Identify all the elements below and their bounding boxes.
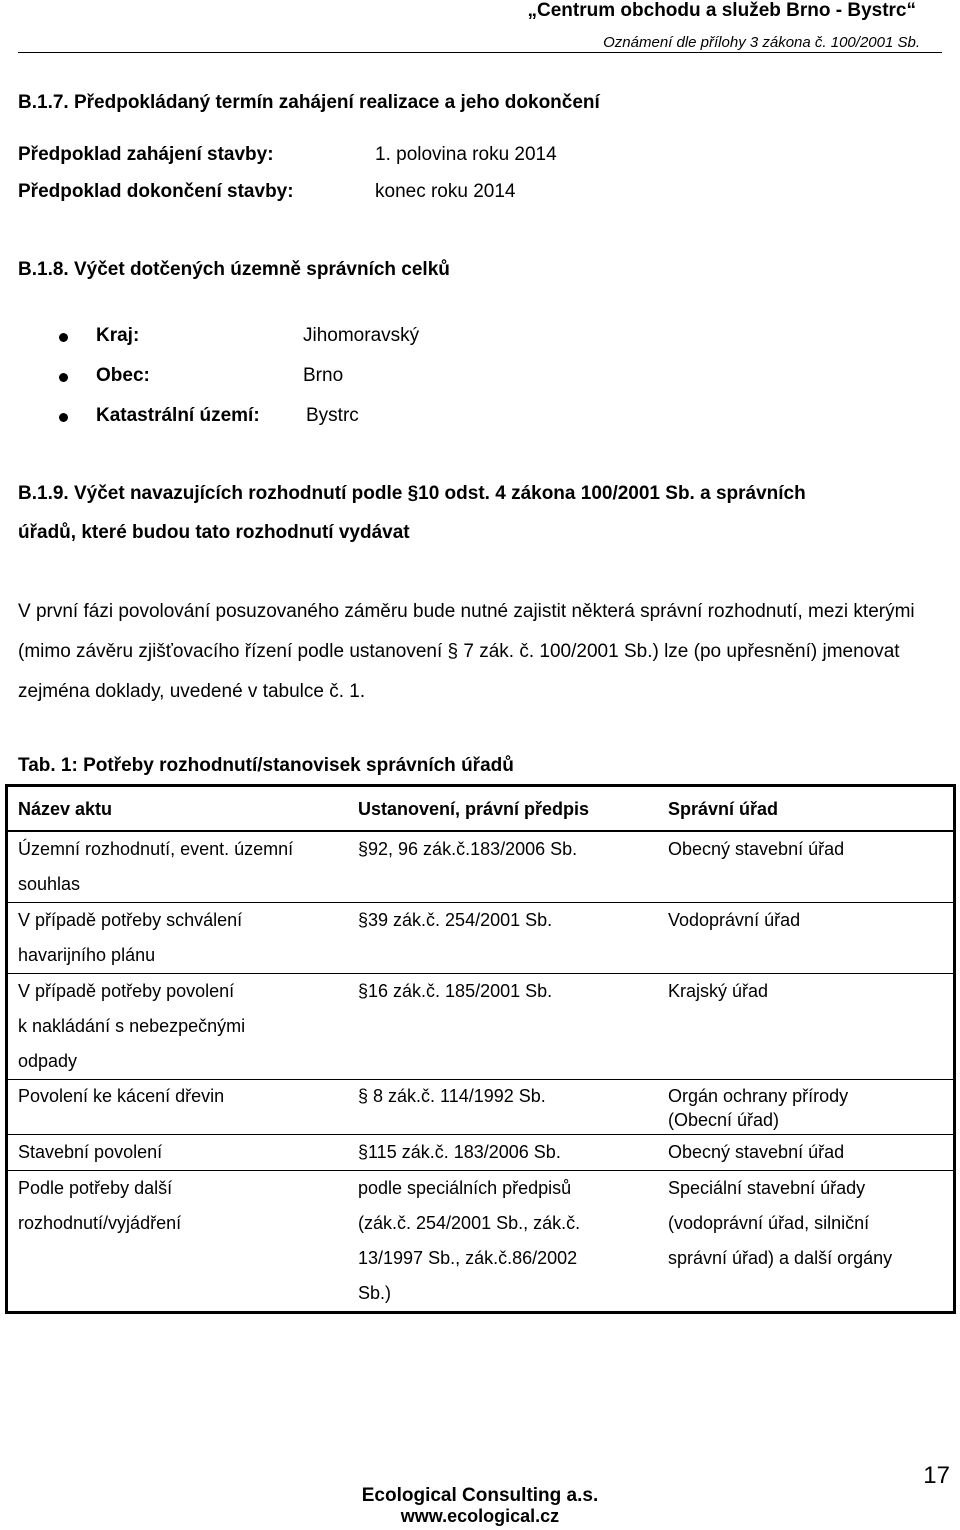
office-cell — [658, 1135, 955, 1171]
section-b17-heading: B.1.7. Předpokládaný termín zahájení realizace a jeho dokončení — [18, 92, 600, 113]
act-cell — [7, 1080, 349, 1135]
act-line: V případě potřeby povolení — [18, 981, 235, 1001]
law-cell — [348, 974, 658, 1080]
table-row — [7, 1171, 955, 1313]
header-act-name: Název aktu — [7, 786, 349, 832]
law-line: §16 zák.č. 185/2001 Sb. — [358, 981, 553, 1001]
table-row — [7, 831, 955, 903]
table-row — [7, 1135, 955, 1171]
office-cell — [658, 1171, 955, 1313]
office-line: (Obecní úřad) — [668, 1110, 780, 1130]
office-line: Obecný stavební úřad — [668, 839, 845, 859]
office-cell — [658, 974, 955, 1080]
office-line: Speciální stavební úřady — [668, 1178, 866, 1198]
act-line: Stavební povolení — [18, 1142, 163, 1162]
law-line: §39 zák.č. 254/2001 Sb. — [358, 910, 553, 930]
section-b18-heading: B.1.8. Výčet dotčených územně správních celků — [18, 259, 450, 280]
end-value: konec roku 2014 — [375, 181, 516, 202]
start-label: Předpoklad zahájení stavby: — [18, 144, 274, 165]
act-line: k nakládání s nebezpečnými — [18, 1016, 246, 1036]
bullet-icon — [59, 333, 68, 342]
intro-paragraph: V první fázi povolování posuzovaného záměru bude nutné zajistit některá správní rozhodnutí, mezi kterými (mimo závěru zjišťovacího řízení podle ustanovení § 7 zák. č. 100/2001 Sb.) lze (po upřesnění) jmenovat zejména doklady, uvedené v tabulce č. 1. — [18, 601, 915, 702]
office-line: Krajský úřad — [668, 981, 769, 1001]
act-cell — [7, 1171, 349, 1313]
table-caption: Tab. 1: Potřeby rozhodnutí/stanovisek správních úřadů — [18, 755, 514, 776]
table-header-row — [7, 786, 955, 832]
act-line: Podle potřeby další — [18, 1178, 173, 1198]
law-line: Sb.) — [358, 1283, 392, 1303]
act-line: rozhodnutí/vyjádření — [18, 1213, 182, 1233]
document-header-title: „Centrum obchodu a služeb Brno - Bystrc“ — [527, 0, 916, 21]
act-cell — [7, 974, 349, 1080]
act-line: havarijního plánu — [18, 945, 156, 965]
table-row — [7, 974, 955, 1080]
act-line: Územní rozhodnutí, event. územní — [18, 839, 294, 859]
page-number: 17 — [923, 1462, 950, 1489]
law-line: §92, 96 zák.č.183/2006 Sb. — [358, 839, 578, 859]
act-line: odpady — [18, 1051, 78, 1071]
law-line: §115 zák.č. 183/2006 Sb. — [358, 1142, 561, 1162]
office-cell — [658, 903, 955, 974]
footer-company: Ecological Consulting a.s. — [361, 1485, 599, 1506]
municipality-value: Brno — [303, 365, 344, 386]
act-line: souhlas — [18, 874, 81, 894]
office-line: (vodoprávní úřad, silniční — [668, 1213, 870, 1233]
region-value: Jihomoravský — [303, 325, 420, 346]
act-cell — [7, 1135, 349, 1171]
section-b19-heading-line2: úřadů, které budou tato rozhodnutí vydávat — [18, 522, 410, 543]
office-line: Orgán ochrany přírody — [668, 1086, 849, 1106]
table-row — [7, 903, 955, 974]
section-b19-heading-line1: B.1.9. Výčet navazujících rozhodnutí podle §10 odst. 4 zákona 100/2001 Sb. a správních — [18, 483, 806, 504]
bullet-icon — [59, 373, 68, 382]
law-line: (zák.č. 254/2001 Sb., zák.č. — [358, 1213, 581, 1233]
law-line: § 8 zák.č. 114/1992 Sb. — [358, 1086, 546, 1106]
start-value: 1. polovina roku 2014 — [375, 144, 557, 165]
law-cell — [348, 831, 658, 903]
region-label: Kraj: — [96, 325, 140, 346]
act-cell — [7, 903, 349, 974]
act-cell — [7, 831, 349, 903]
office-line: Obecný stavební úřad — [668, 1142, 845, 1162]
cadastral-label: Katastrální území: — [96, 405, 260, 426]
header-office: Správní úřad — [658, 786, 955, 832]
end-label: Předpoklad dokončení stavby: — [18, 181, 294, 202]
bullet-icon — [59, 413, 68, 422]
law-cell — [348, 903, 658, 974]
office-cell — [658, 1080, 955, 1135]
law-cell — [348, 1135, 658, 1171]
act-line: Povolení ke kácení dřevin — [18, 1086, 225, 1106]
act-line: V případě potřeby schválení — [18, 910, 243, 930]
office-cell — [658, 831, 955, 903]
document-header-subtitle: Oznámení dle přílohy 3 zákona č. 100/2001 Sb. — [603, 34, 920, 51]
law-cell — [348, 1080, 658, 1135]
footer-website: www.ecological.cz — [400, 1506, 560, 1526]
office-line: Vodoprávní úřad — [668, 910, 801, 930]
table-row — [7, 1080, 955, 1135]
header-divider — [18, 52, 942, 53]
header-law: Ustanovení, právní předpis — [348, 786, 658, 832]
cadastral-value: Bystrc — [306, 405, 359, 426]
law-line: 13/1997 Sb., zák.č.86/2002 — [358, 1248, 578, 1268]
office-line: správní úřad) a další orgány — [668, 1248, 893, 1268]
municipality-label: Obec: — [96, 365, 150, 386]
decisions-table — [5, 784, 956, 1314]
law-line: podle speciálních předpisů — [358, 1178, 572, 1198]
law-cell — [348, 1171, 658, 1313]
